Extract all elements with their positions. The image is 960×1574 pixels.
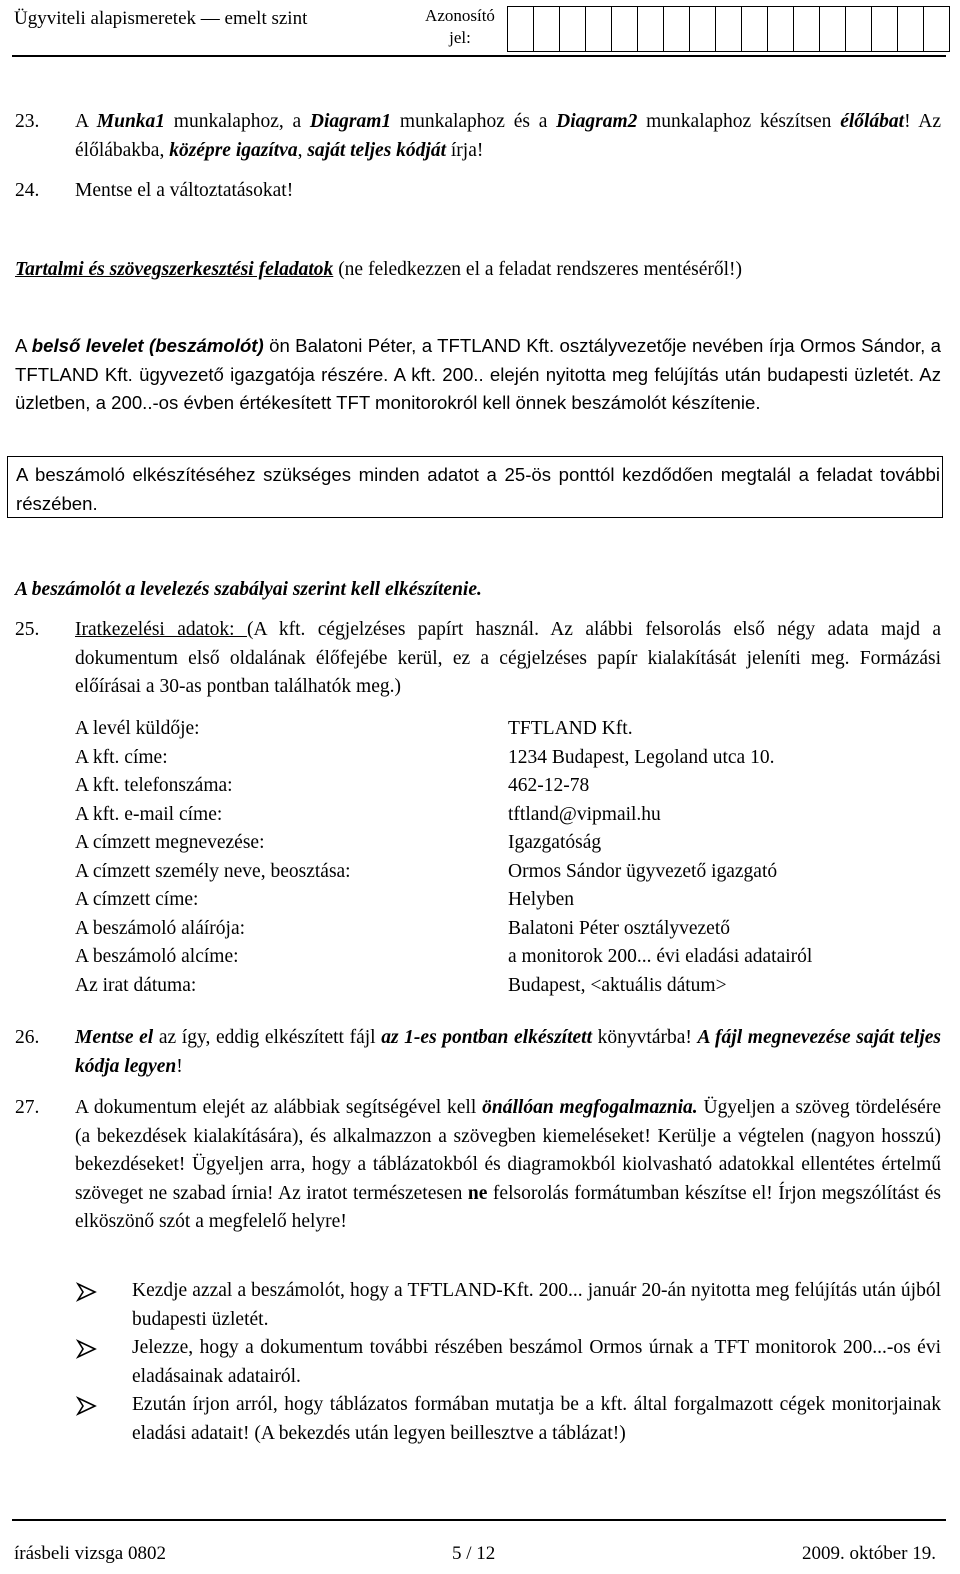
detail-row — [75, 886, 935, 915]
detail-row — [75, 772, 935, 801]
detail-row — [75, 829, 935, 858]
id-box — [819, 6, 846, 52]
list-item — [75, 1334, 941, 1391]
task-25 — [15, 616, 941, 702]
header-rule — [12, 55, 946, 57]
id-box — [767, 6, 794, 52]
id-box — [663, 6, 690, 52]
detail-label: A beszámoló aláírója: — [75, 917, 246, 939]
detail-label: A kft. e-mail címe: — [75, 803, 223, 825]
detail-row — [75, 943, 935, 972]
detail-value: a monitorok 200... évi eladási adatairól — [508, 946, 813, 967]
task-number: 24. — [15, 180, 40, 201]
list-item-text: Ezután írjon arról, hogy táblázatos formában mutatja be a kft. által forgalmazott cégek monitorjainak eladási adatait! (A bekezdés után legyen beillesztve a táblázat!) — [132, 1394, 941, 1444]
task-27 — [15, 1094, 941, 1237]
detail-value: Helyben — [508, 889, 575, 910]
id-box — [559, 6, 586, 52]
id-box — [507, 6, 534, 52]
arrowhead-bullet-icon — [75, 1281, 97, 1303]
footer-exam: írásbeli vizsga 0802 — [14, 1543, 166, 1564]
id-box — [533, 6, 560, 52]
detail-value: 462-12-78 — [508, 775, 590, 796]
id-box — [793, 6, 820, 52]
id-box — [689, 6, 716, 52]
list-item — [75, 1391, 941, 1448]
id-box — [715, 6, 742, 52]
id-box — [871, 6, 898, 52]
task-number: 27. — [15, 1097, 40, 1118]
arrowhead-bullet-icon — [75, 1395, 97, 1417]
task-24 — [15, 177, 941, 206]
id-box — [897, 6, 924, 52]
rule-heading: A beszámolót a levelezés szabályai szerint kell elkészítenie. — [15, 579, 482, 600]
task-text: Mentse el az így, eddig elkészített fájl az 1-es pontban elkészített könyvtárba! A fájl megnevezése saját teljes kódja legyen! — [75, 1027, 941, 1077]
id-code-boxes — [508, 6, 950, 52]
detail-value: 1234 Budapest, Legoland utca 10. — [508, 746, 775, 768]
detail-value: Igazgatóság — [508, 832, 602, 853]
detail-row — [75, 715, 935, 744]
task-number: 26. — [15, 1027, 40, 1048]
id-box — [585, 6, 612, 52]
list-item-text: Kezdje azzal a beszámolót, hogy a TFTLAND-Kft. 200... január 20-án nyitotta meg felújítás után újból budapesti üzletét. — [132, 1280, 941, 1330]
section-heading: Tartalmi és szövegszerkesztési feladatok (ne feledkezzen el a feladat rendszeres mentéséről!) — [15, 259, 743, 280]
instruction-list — [75, 1277, 941, 1448]
task-number: 25. — [15, 619, 40, 640]
detail-value: Budapest, <aktuális dátum> — [508, 974, 727, 996]
id-box — [741, 6, 768, 52]
task-23 — [15, 108, 941, 165]
list-item-text: Jelezze, hogy a dokumentum további részében beszámol Ormos úrnak a TFT monitorok 200...-os évi eladásainak adatairól. — [132, 1337, 941, 1387]
detail-row — [75, 858, 935, 887]
detail-label: A címzett megnevezése: — [75, 832, 265, 853]
footer-page-number: 5 / 12 — [452, 1543, 496, 1564]
task-text: Mentse el a változtatásokat! — [75, 180, 294, 201]
detail-row — [75, 801, 935, 830]
detail-row — [75, 972, 935, 1001]
detail-row — [75, 744, 935, 773]
footer-rule — [12, 1519, 946, 1521]
task-26 — [15, 1024, 941, 1081]
detail-label: A levél küldője: — [75, 718, 200, 739]
id-label: Azonosító jel: — [425, 6, 495, 47]
note-text: A beszámoló elkészítéséhez szükséges minden adatot a 25-ös ponttól kezdődően megtalál a feladat további részében. — [16, 464, 940, 514]
detail-label: A beszámoló alcíme: — [75, 946, 239, 967]
id-box — [611, 6, 638, 52]
id-box — [923, 6, 950, 52]
task-text: A Munka1 munkalaphoz, a Diagram1 munkalaphoz és a Diagram2 munkalaphoz készítsen élőlábat! Az élőlábakba, középre igazítva, saját teljes kódját írja! — [75, 111, 942, 161]
exam-title: Ügyviteli alapismeretek — emelt szint — [14, 8, 308, 29]
task-number: 23. — [15, 111, 40, 132]
detail-value: Balatoni Péter osztályvezető — [508, 917, 731, 939]
id-box — [845, 6, 872, 52]
detail-label: A címzett címe: — [75, 889, 199, 910]
detail-label: A kft. címe: — [75, 746, 168, 768]
detail-label: A kft. telefonszáma: — [75, 775, 233, 796]
list-item — [75, 1277, 941, 1334]
arrowhead-bullet-icon — [75, 1338, 97, 1360]
detail-value: tftland@vipmail.hu — [508, 803, 661, 825]
task-text: Iratkezelési adatok: (A kft. cégjelzéses papírt használ. Az alábbi felsorolás első négy adata majd a dokumentum első oldalának élőfejébe kerül, ez a cégjelzéses papír kialakítását jeleníti meg. Formázási előírásai a 30-as pontban találhatók meg.) — [75, 619, 941, 697]
task-text: A dokumentum elejét az alábbiak segítségével kell önállóan megfogalmaznia. Ügyeljen a szöveg tördelésére (a bekezdések kialakítására), és alkalmazzon a szövegben kiemeléseket! Kerülje a végtelen (nagyon hosszú) bekezdéseket! Ügyeljen arra, hogy a táblázatokból és diagramokból kiolvasható adatokkal ellentétes értelmű szöveget ne szabad írnia! Az iratot természetesen ne felsorolás formátumban készítse el! Írjon megszólítást és elköszönő szót a megfelelő helyre! — [75, 1097, 941, 1232]
detail-label: A címzett személy neve, beosztása: — [75, 860, 351, 882]
detail-value: Ormos Sándor ügyvezető igazgató — [508, 860, 778, 882]
detail-label: Az irat dátuma: — [75, 974, 197, 996]
detail-row — [75, 915, 935, 944]
document-details — [75, 715, 935, 1000]
id-box — [637, 6, 664, 52]
page-header — [0, 0, 960, 60]
footer-date: 2009. október 19. — [801, 1543, 936, 1564]
detail-value: TFTLAND Kft. — [508, 718, 633, 739]
intro-paragraph: A belső levelet (beszámolót) ön Balatoni Péter, a TFTLAND Kft. osztályvezetője nevében írja Ormos Sándor, a TFTLAND Kft. ügyvezető igazgatója részére. A kft. 200.. elején nyitotta meg felújítás után budapesti üzletét. Az üzletben, a 200..-os évben értékesített TFT monitorokról kell önnek beszámolót készítenie. — [15, 335, 942, 413]
